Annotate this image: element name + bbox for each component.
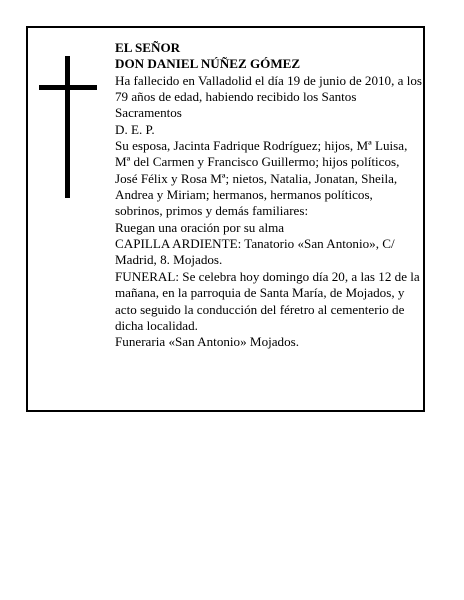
obituary-notice [26, 26, 425, 412]
family-list: Su esposa, Jacinta Fadrique Rodríguez; hijos, Mª Luisa, Mª del Carmen y Francisco Guillermo; hijos políticos, José Félix y Rosa Mª; nietos, Natalia, Jonatan, Sheila, Andrea y Miriam; hermanos, hermanos políticos, sobrinos, primos y demás familiares: [115, 138, 408, 219]
prayer-request: Ruegan una oración por su alma [115, 219, 285, 235]
funeral-info: FUNERAL: Se celebra hoy domingo día 20, a las 12 de la mañana, en la parroquia de Santa María, de Mojados, y acto seguido la conducción del féretro al cementerio de dicha localidad. [115, 268, 420, 333]
heading-title: EL SEÑOR [115, 40, 181, 55]
dep-line: D. E. P. [115, 121, 155, 137]
notice-text [115, 40, 423, 351]
death-statement: Ha fallecido en Valladolid el día 19 de junio de 2010, a los 79 años de edad, habiendo recibido los Santos Sacramentos [115, 72, 423, 121]
funeral-home: Funeraria «San Antonio» Mojados. [115, 334, 300, 350]
cross-horizontal-bar [39, 85, 97, 90]
chapel-info: CAPILLA ARDIENTE: Tanatorio «San Antonio», C/ Madrid, 8. Mojados. [115, 236, 395, 268]
cross-vertical-bar [65, 56, 70, 198]
deceased-name: DON DANIEL NÚÑEZ GÓMEZ [115, 56, 301, 72]
